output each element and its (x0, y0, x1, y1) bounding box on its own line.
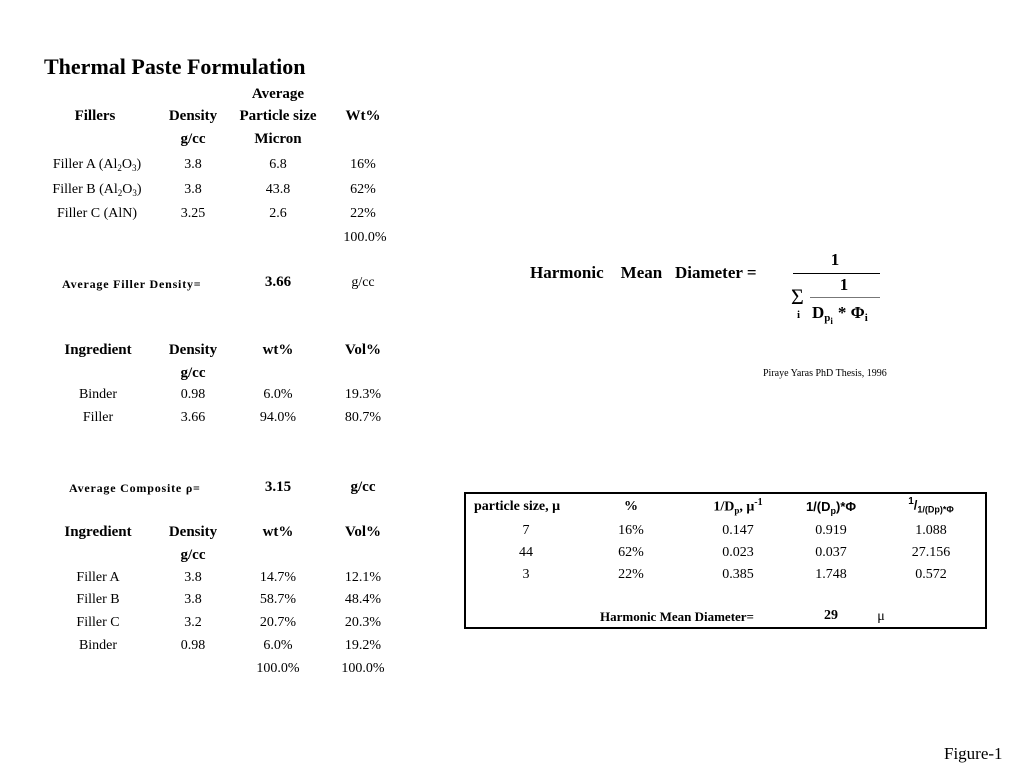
result-unit: μ (877, 609, 885, 624)
table-row-vol: 19.2% (344, 638, 382, 653)
avg-composite-value: 3.15 (264, 479, 292, 495)
avg-filler-density-value: 3.66 (264, 274, 292, 290)
formula-numerator: 1 (830, 250, 840, 269)
formula-inner-bar (810, 297, 880, 298)
filler-b-density: 3.8 (184, 182, 202, 197)
table-row-wt: 94.0% (259, 410, 297, 425)
filler-b-name: Filler B $(Al_2O_3)$ (52, 182, 142, 198)
filler-c-name: Filler C (AlN) (56, 206, 138, 221)
filler-a-wt: 16% (350, 157, 376, 172)
table-row-pct: 16% (618, 523, 644, 538)
table-row-reciprocal: 1.088 (915, 523, 947, 538)
table-row-reciprocal: 27.156 (911, 545, 951, 560)
table-row-vol: 20.3% (344, 615, 382, 630)
table-row-name: Filler C (76, 615, 120, 630)
table-row-vol: 80.7% (344, 410, 382, 425)
table-row-size: 44 (519, 545, 533, 560)
avg-composite-unit: g/cc (350, 479, 376, 495)
formula-inner-numerator: 1 (839, 275, 849, 294)
table-row-density: 3.8 (184, 592, 202, 607)
header-wt: wt% (262, 524, 294, 540)
table-row-density: 0.98 (180, 387, 206, 402)
header-density-unit: g/cc (180, 131, 206, 147)
table-row-name: Filler (82, 410, 114, 425)
table-row-pct: 62% (618, 545, 644, 560)
avg-composite-label: Average Composite ρ= (69, 481, 201, 495)
filler-wt-total: 100.0% (343, 230, 387, 245)
header-percent: % (624, 499, 638, 514)
table-row-dphi: 0.037 (815, 545, 847, 560)
table-row-size: 7 (522, 523, 530, 538)
header-wt: wt% (262, 342, 294, 358)
table-row-density: 3.8 (184, 570, 202, 585)
table-row-name: Filler A (76, 570, 120, 585)
filler-c-density: 3.25 (180, 206, 206, 221)
header-ingredient: Ingredient (64, 342, 132, 358)
header-reciprocal: $^1/_{1/(Dp)*\Phi}$ (908, 496, 954, 515)
formula-sigma-index: i (797, 309, 801, 321)
result-value: 29 (824, 608, 838, 623)
header-d-phi: $1/(D_p)*\Phi$ (805, 499, 857, 516)
header-inverse-d: $1/D_p$, $\mu^{-1}$ (713, 497, 763, 516)
table-row-inv: 0.147 (722, 523, 754, 538)
filler-a-density: 3.8 (184, 157, 202, 172)
header-fillers: Fillers (74, 108, 116, 124)
table-row-inv: 0.385 (722, 567, 754, 582)
filler-a-name: Filler A $(Al_2O_3)$ (52, 157, 142, 173)
header-vol: Vol% (344, 524, 382, 540)
table-row-name: Binder (78, 387, 118, 402)
avg-filler-density-label: Average Filler Density= (62, 277, 202, 291)
header-particle-3: Micron (254, 131, 302, 147)
table-row-name: Filler B (76, 592, 120, 607)
header-particle-size: particle size, μ (474, 499, 561, 514)
table-row-wt: 14.7% (259, 570, 297, 585)
header-wt: Wt% (345, 108, 381, 124)
header-density: Density (168, 342, 218, 358)
result-label: Harmonic Mean Diameter= (600, 609, 754, 624)
header-vol: Vol% (344, 342, 382, 358)
filler-c-wt: 22% (350, 206, 376, 221)
filler-c-size: 2.6 (269, 206, 287, 221)
filler-a-size: 6.8 (269, 157, 287, 172)
formula-denominator: $D_{p_i} * \Phi_i$ (812, 303, 868, 326)
filler-b-size: 43.8 (265, 182, 291, 197)
vol-total: 100.0% (341, 661, 385, 676)
table-row-vol: 48.4% (344, 592, 382, 607)
wt-total: 100.0% (256, 661, 300, 676)
page-title: Thermal Paste Formulation (44, 54, 306, 79)
table-row-wt: 58.7% (259, 592, 297, 607)
table-row-density: 0.98 (180, 638, 206, 653)
header-ingredient: Ingredient (64, 524, 132, 540)
table-row-size: 3 (522, 567, 530, 582)
table-row-pct: 22% (618, 567, 644, 582)
avg-filler-density-unit: g/cc (351, 275, 375, 290)
table-row-dphi: 1.748 (815, 567, 847, 582)
header-density-unit: g/cc (180, 547, 206, 563)
table-row-wt: 6.0% (263, 638, 293, 653)
formula-lhs: Harmonic Mean Diameter = (530, 263, 757, 282)
table-row-dphi: 0.919 (815, 523, 847, 538)
header-density-unit: g/cc (180, 365, 206, 381)
table-row-wt: 6.0% (263, 387, 293, 402)
filler-b-wt: 62% (350, 182, 376, 197)
table-row-vol: 12.1% (344, 570, 382, 585)
formula-fraction-bar (793, 273, 880, 274)
figure-label: Figure-1 (944, 744, 1003, 763)
table-row-density: 3.66 (180, 410, 206, 425)
table-row-density: 3.2 (184, 615, 202, 630)
header-density: Density (168, 108, 218, 124)
header-particle-2: Particle size (239, 108, 317, 124)
header-density: Density (168, 524, 218, 540)
table-row-vol: 19.3% (344, 387, 382, 402)
table-row-wt: 20.7% (259, 615, 297, 630)
citation: Piraye Yaras PhD Thesis, 1996 (763, 368, 887, 379)
header-particle-1: Average (251, 86, 305, 102)
table-row-inv: 0.023 (722, 545, 754, 560)
harmonic-table (464, 492, 987, 629)
sigma-icon: Σ (791, 284, 804, 309)
table-row-name: Binder (78, 638, 118, 653)
table-row-reciprocal: 0.572 (915, 567, 947, 582)
